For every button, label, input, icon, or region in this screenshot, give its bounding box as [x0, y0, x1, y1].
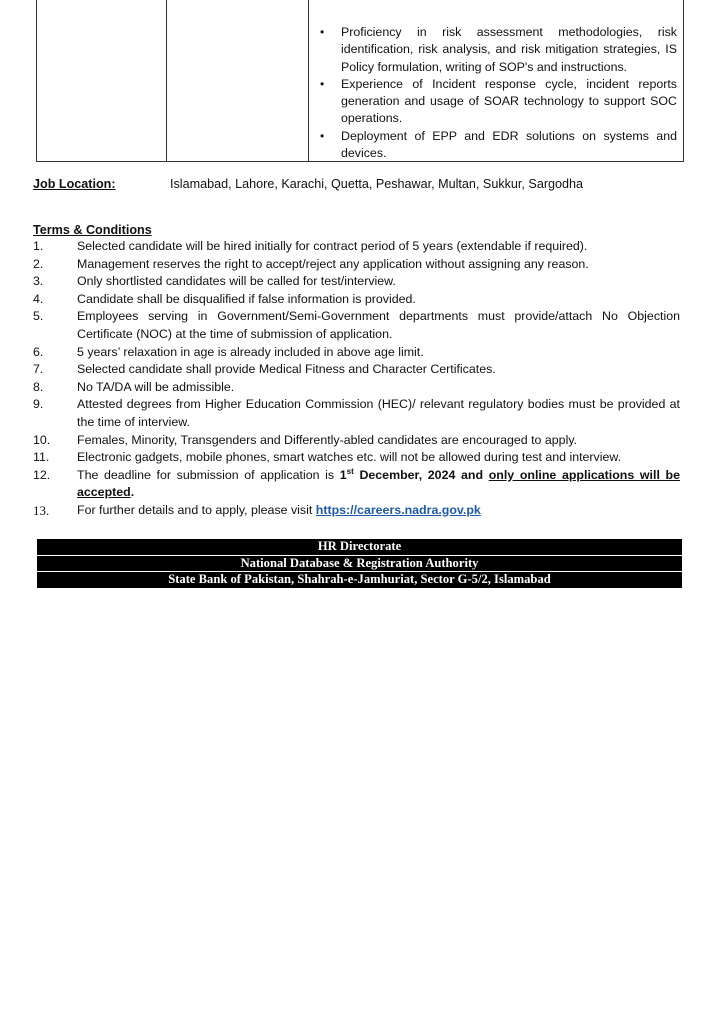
item-number: 9. [33, 397, 44, 412]
item-number: 3. [33, 274, 44, 289]
deadline-day: 1 [339, 467, 347, 482]
list-item-deadline [33, 467, 680, 502]
list-item [33, 256, 680, 274]
list-item [33, 344, 680, 362]
list-item [33, 291, 680, 309]
item-text: 5 years’ relaxation in age is already included in above age limit. [77, 344, 424, 359]
footer-address-block [37, 539, 682, 588]
item-number: 6. [33, 344, 44, 359]
table-column-1 [37, 0, 167, 161]
item-text: Selected candidate shall provide Medical Fitness and Character Certificates. [77, 362, 496, 377]
item-number: 13. [33, 502, 50, 518]
job-location-value: Islamabad, Lahore, Karachi, Quetta, Peshawar, Multan, Sukkur, Sargodha [170, 177, 584, 191]
website-prefix: For further details and to apply, please visit [77, 502, 316, 517]
list-item [33, 273, 680, 291]
terms-title: Terms & Conditions [33, 223, 152, 237]
deadline-end: . [130, 485, 135, 500]
item-text: Candidate shall be disqualified if false information is provided. [77, 291, 416, 306]
item-text: Employees serving in Government/Semi-Government departments must provide/attach No Objection Certificate (NOC) at the time of submission of application. [77, 309, 680, 341]
item-text: Electronic gadgets, mobile phones, smart watches etc. will not be allowed during test and interview. [77, 450, 622, 465]
list-item [33, 432, 680, 450]
item-number: 8. [33, 379, 44, 394]
list-item [33, 308, 680, 343]
list-item [33, 361, 680, 379]
item-text: No TA/DA will be admissible. [77, 379, 235, 394]
item-number: 4. [33, 291, 44, 306]
item-text: Management reserves the right to accept/reject any application without assigning any reason. [77, 256, 589, 271]
list-item-website [33, 502, 680, 520]
bullet-text: Proficiency in risk assessment methodologies, risk identification, risk analysis, and risk mitigation strategies, IS Policy formulation, writing of SOP's and instructions. [341, 25, 677, 74]
job-location-label: Job Location: [33, 177, 116, 191]
list-item [33, 379, 680, 397]
footer-directorate: HR Directorate [37, 539, 682, 556]
item-text: Only shortlisted candidates will be called for test/interview. [77, 274, 396, 289]
list-item [317, 24, 677, 76]
bullet-icon: • [320, 76, 325, 91]
item-text: Selected candidate will be hired initially for contract period of 5 years (extendable if required). [77, 239, 588, 253]
terms-list [33, 238, 680, 520]
deadline-emphasis: only online applications will be accepted [77, 467, 680, 500]
list-item [317, 128, 677, 163]
deadline-date: December, 2024 and [353, 467, 489, 482]
table-column-requirements [309, 0, 683, 161]
bullet-icon: • [320, 25, 325, 39]
footer-address: State Bank of Pakistan, Shahrah-e-Jamhuriat, Sector G-5/2, Islamabad [168, 572, 551, 587]
item-number: 7. [33, 362, 44, 377]
item-text: Attested degrees from Higher Education Commission (HEC)/ relevant regulatory bodies must be provided at the time of interview. [77, 397, 680, 429]
list-item [317, 76, 677, 128]
footer-organization: National Database & Registration Authority [37, 556, 682, 573]
item-number: 5. [33, 309, 44, 324]
bullet-text: Experience of Incident response cycle, incident reports generation and usage of SOAR technology to support SOC operations. [341, 76, 677, 126]
item-text: Females, Minority, Transgenders and Differently-abled candidates are encouraged to apply. [77, 432, 578, 447]
requirements-table [36, 0, 684, 162]
item-number: 12. [33, 467, 51, 482]
item-number: 11. [33, 450, 50, 465]
deadline-prefix: The deadline for submission of application is [77, 467, 340, 482]
list-item [33, 396, 680, 431]
item-number: 10. [33, 432, 51, 447]
careers-link[interactable]: https://careers.nadra.gov.pk [315, 502, 481, 517]
list-item [33, 238, 680, 256]
list-item [33, 449, 680, 467]
item-number: 1. [33, 239, 44, 253]
bullet-text: Deployment of EPP and EDR solutions on systems and devices. [341, 128, 677, 161]
table-column-2 [167, 0, 309, 161]
bullet-icon: • [320, 128, 325, 143]
requirements-bullet-list [317, 24, 677, 162]
deadline-day-suffix: st [346, 466, 354, 476]
item-number: 2. [33, 256, 44, 271]
